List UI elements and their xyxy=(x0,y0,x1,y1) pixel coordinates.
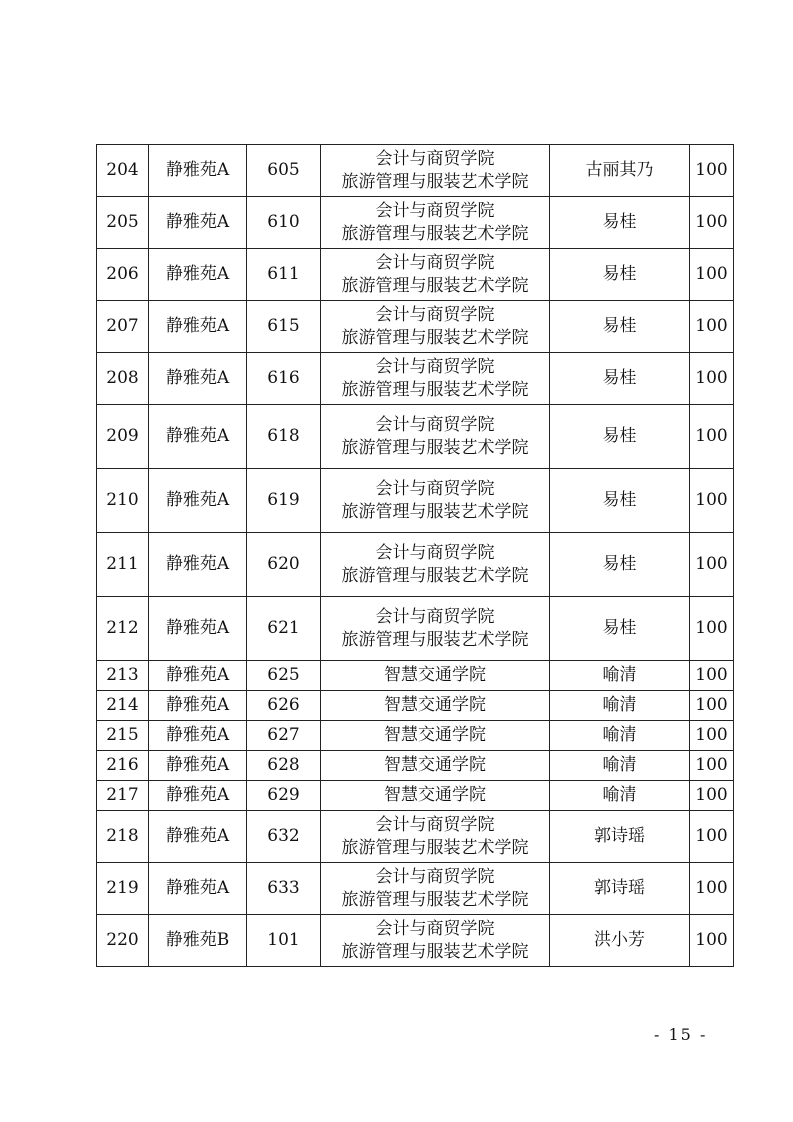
college-cell xyxy=(321,145,550,197)
table-row xyxy=(97,863,734,915)
college-name: 智慧交通学院 xyxy=(384,665,486,685)
college-cell xyxy=(321,915,550,967)
room-number-cell: 632 xyxy=(247,811,321,863)
score-cell: 100 xyxy=(690,353,734,405)
college-name: 旅游管理与服装艺术学院 xyxy=(341,327,529,348)
building-cell: 静雅苑A xyxy=(149,721,247,751)
college-name: 旅游管理与服装艺术学院 xyxy=(341,565,529,586)
score-cell: 100 xyxy=(690,249,734,301)
college-name: 会计与商贸学院 xyxy=(375,866,495,887)
room-number-cell: 618 xyxy=(247,405,321,469)
row-number-cell: 211 xyxy=(97,533,149,597)
college-name: 旅游管理与服装艺术学院 xyxy=(341,501,529,522)
person-cell: 喻清 xyxy=(550,661,690,691)
person-cell: 古丽其乃 xyxy=(550,145,690,197)
row-number-cell: 212 xyxy=(97,597,149,661)
row-number-cell: 213 xyxy=(97,661,149,691)
person-cell: 易桂 xyxy=(550,249,690,301)
building-cell: 静雅苑B xyxy=(149,915,247,967)
score-cell: 100 xyxy=(690,811,734,863)
person-cell: 喻清 xyxy=(550,751,690,781)
table-row xyxy=(97,751,734,781)
college-name: 会计与商贸学院 xyxy=(375,252,495,273)
row-number-cell: 218 xyxy=(97,811,149,863)
college-name: 会计与商贸学院 xyxy=(375,356,495,377)
score-cell: 100 xyxy=(690,405,734,469)
score-cell: 100 xyxy=(690,597,734,661)
college-name: 会计与商贸学院 xyxy=(375,200,495,221)
college-name: 会计与商贸学院 xyxy=(375,606,495,627)
building-cell: 静雅苑A xyxy=(149,533,247,597)
table-row xyxy=(97,249,734,301)
college-cell xyxy=(321,301,550,353)
person-cell: 易桂 xyxy=(550,353,690,405)
table-row xyxy=(97,721,734,751)
college-name: 智慧交通学院 xyxy=(384,785,486,805)
person-cell: 易桂 xyxy=(550,469,690,533)
college-name: 旅游管理与服装艺术学院 xyxy=(341,379,529,400)
dormitory-score-table xyxy=(96,144,734,967)
score-cell: 100 xyxy=(690,915,734,967)
college-name: 旅游管理与服装艺术学院 xyxy=(341,223,529,244)
college-name: 旅游管理与服装艺术学院 xyxy=(341,171,529,192)
person-cell: 喻清 xyxy=(550,691,690,721)
college-cell xyxy=(321,811,550,863)
room-number-cell: 620 xyxy=(247,533,321,597)
college-cell xyxy=(321,751,550,781)
college-name: 会计与商贸学院 xyxy=(375,542,495,563)
college-cell xyxy=(321,781,550,811)
table-row xyxy=(97,691,734,721)
table-row xyxy=(97,661,734,691)
room-number-cell: 621 xyxy=(247,597,321,661)
room-number-cell: 610 xyxy=(247,197,321,249)
row-number-cell: 215 xyxy=(97,721,149,751)
building-cell: 静雅苑A xyxy=(149,145,247,197)
table-row xyxy=(97,301,734,353)
room-number-cell: 619 xyxy=(247,469,321,533)
score-cell: 100 xyxy=(690,301,734,353)
college-name: 旅游管理与服装艺术学院 xyxy=(341,889,529,910)
score-cell: 100 xyxy=(690,751,734,781)
table-row xyxy=(97,533,734,597)
room-number-cell: 605 xyxy=(247,145,321,197)
college-cell xyxy=(321,661,550,691)
table-row xyxy=(97,469,734,533)
building-cell: 静雅苑A xyxy=(149,863,247,915)
college-name: 会计与商贸学院 xyxy=(375,414,495,435)
college-name: 旅游管理与服装艺术学院 xyxy=(341,437,529,458)
room-number-cell: 616 xyxy=(247,353,321,405)
score-cell: 100 xyxy=(690,691,734,721)
table-row xyxy=(97,353,734,405)
college-name: 旅游管理与服装艺术学院 xyxy=(341,941,529,962)
room-number-cell: 626 xyxy=(247,691,321,721)
table-row xyxy=(97,781,734,811)
score-cell: 100 xyxy=(690,721,734,751)
row-number-cell: 217 xyxy=(97,781,149,811)
table-row xyxy=(97,597,734,661)
row-number-cell: 210 xyxy=(97,469,149,533)
table-row xyxy=(97,145,734,197)
room-number-cell: 629 xyxy=(247,781,321,811)
building-cell: 静雅苑A xyxy=(149,781,247,811)
row-number-cell: 216 xyxy=(97,751,149,781)
row-number-cell: 214 xyxy=(97,691,149,721)
college-cell xyxy=(321,353,550,405)
room-number-cell: 611 xyxy=(247,249,321,301)
person-cell: 喻清 xyxy=(550,781,690,811)
college-cell xyxy=(321,863,550,915)
row-number-cell: 209 xyxy=(97,405,149,469)
college-cell xyxy=(321,197,550,249)
score-cell: 100 xyxy=(690,781,734,811)
college-cell xyxy=(321,469,550,533)
room-number-cell: 625 xyxy=(247,661,321,691)
score-cell: 100 xyxy=(690,863,734,915)
college-name: 智慧交通学院 xyxy=(384,725,486,745)
person-cell: 喻清 xyxy=(550,721,690,751)
score-cell: 100 xyxy=(690,197,734,249)
person-cell: 郭诗瑶 xyxy=(550,863,690,915)
person-cell: 易桂 xyxy=(550,301,690,353)
college-name: 会计与商贸学院 xyxy=(375,478,495,499)
person-cell: 易桂 xyxy=(550,197,690,249)
building-cell: 静雅苑A xyxy=(149,249,247,301)
building-cell: 静雅苑A xyxy=(149,469,247,533)
score-cell: 100 xyxy=(690,469,734,533)
building-cell: 静雅苑A xyxy=(149,691,247,721)
table-row xyxy=(97,405,734,469)
college-name: 智慧交通学院 xyxy=(384,755,486,775)
room-number-cell: 615 xyxy=(247,301,321,353)
row-number-cell: 206 xyxy=(97,249,149,301)
score-cell: 100 xyxy=(690,533,734,597)
college-cell xyxy=(321,597,550,661)
college-cell xyxy=(321,533,550,597)
college-cell xyxy=(321,249,550,301)
person-cell: 易桂 xyxy=(550,597,690,661)
building-cell: 静雅苑A xyxy=(149,597,247,661)
table-row xyxy=(97,811,734,863)
person-cell: 洪小芳 xyxy=(550,915,690,967)
table-row xyxy=(97,197,734,249)
college-name: 旅游管理与服装艺术学院 xyxy=(341,629,529,650)
college-name: 会计与商贸学院 xyxy=(375,918,495,939)
score-cell: 100 xyxy=(690,145,734,197)
college-cell xyxy=(321,721,550,751)
building-cell: 静雅苑A xyxy=(149,811,247,863)
building-cell: 静雅苑A xyxy=(149,751,247,781)
row-number-cell: 204 xyxy=(97,145,149,197)
college-name: 旅游管理与服装艺术学院 xyxy=(341,837,529,858)
row-number-cell: 207 xyxy=(97,301,149,353)
row-number-cell: 220 xyxy=(97,915,149,967)
room-number-cell: 101 xyxy=(247,915,321,967)
person-cell: 郭诗瑶 xyxy=(550,811,690,863)
table-body xyxy=(97,145,734,967)
college-name: 会计与商贸学院 xyxy=(375,304,495,325)
person-cell: 易桂 xyxy=(550,533,690,597)
row-number-cell: 205 xyxy=(97,197,149,249)
building-cell: 静雅苑A xyxy=(149,353,247,405)
college-cell xyxy=(321,691,550,721)
building-cell: 静雅苑A xyxy=(149,197,247,249)
room-number-cell: 628 xyxy=(247,751,321,781)
row-number-cell: 219 xyxy=(97,863,149,915)
college-name: 旅游管理与服装艺术学院 xyxy=(341,275,529,296)
building-cell: 静雅苑A xyxy=(149,301,247,353)
row-number-cell: 208 xyxy=(97,353,149,405)
college-name: 智慧交通学院 xyxy=(384,695,486,715)
room-number-cell: 627 xyxy=(247,721,321,751)
table-row xyxy=(97,915,734,967)
college-name: 会计与商贸学院 xyxy=(375,814,495,835)
building-cell: 静雅苑A xyxy=(149,661,247,691)
building-cell: 静雅苑A xyxy=(149,405,247,469)
college-name: 会计与商贸学院 xyxy=(375,148,495,169)
room-number-cell: 633 xyxy=(247,863,321,915)
college-cell xyxy=(321,405,550,469)
page-number: - 15 - xyxy=(654,1025,708,1044)
score-cell: 100 xyxy=(690,661,734,691)
person-cell: 易桂 xyxy=(550,405,690,469)
